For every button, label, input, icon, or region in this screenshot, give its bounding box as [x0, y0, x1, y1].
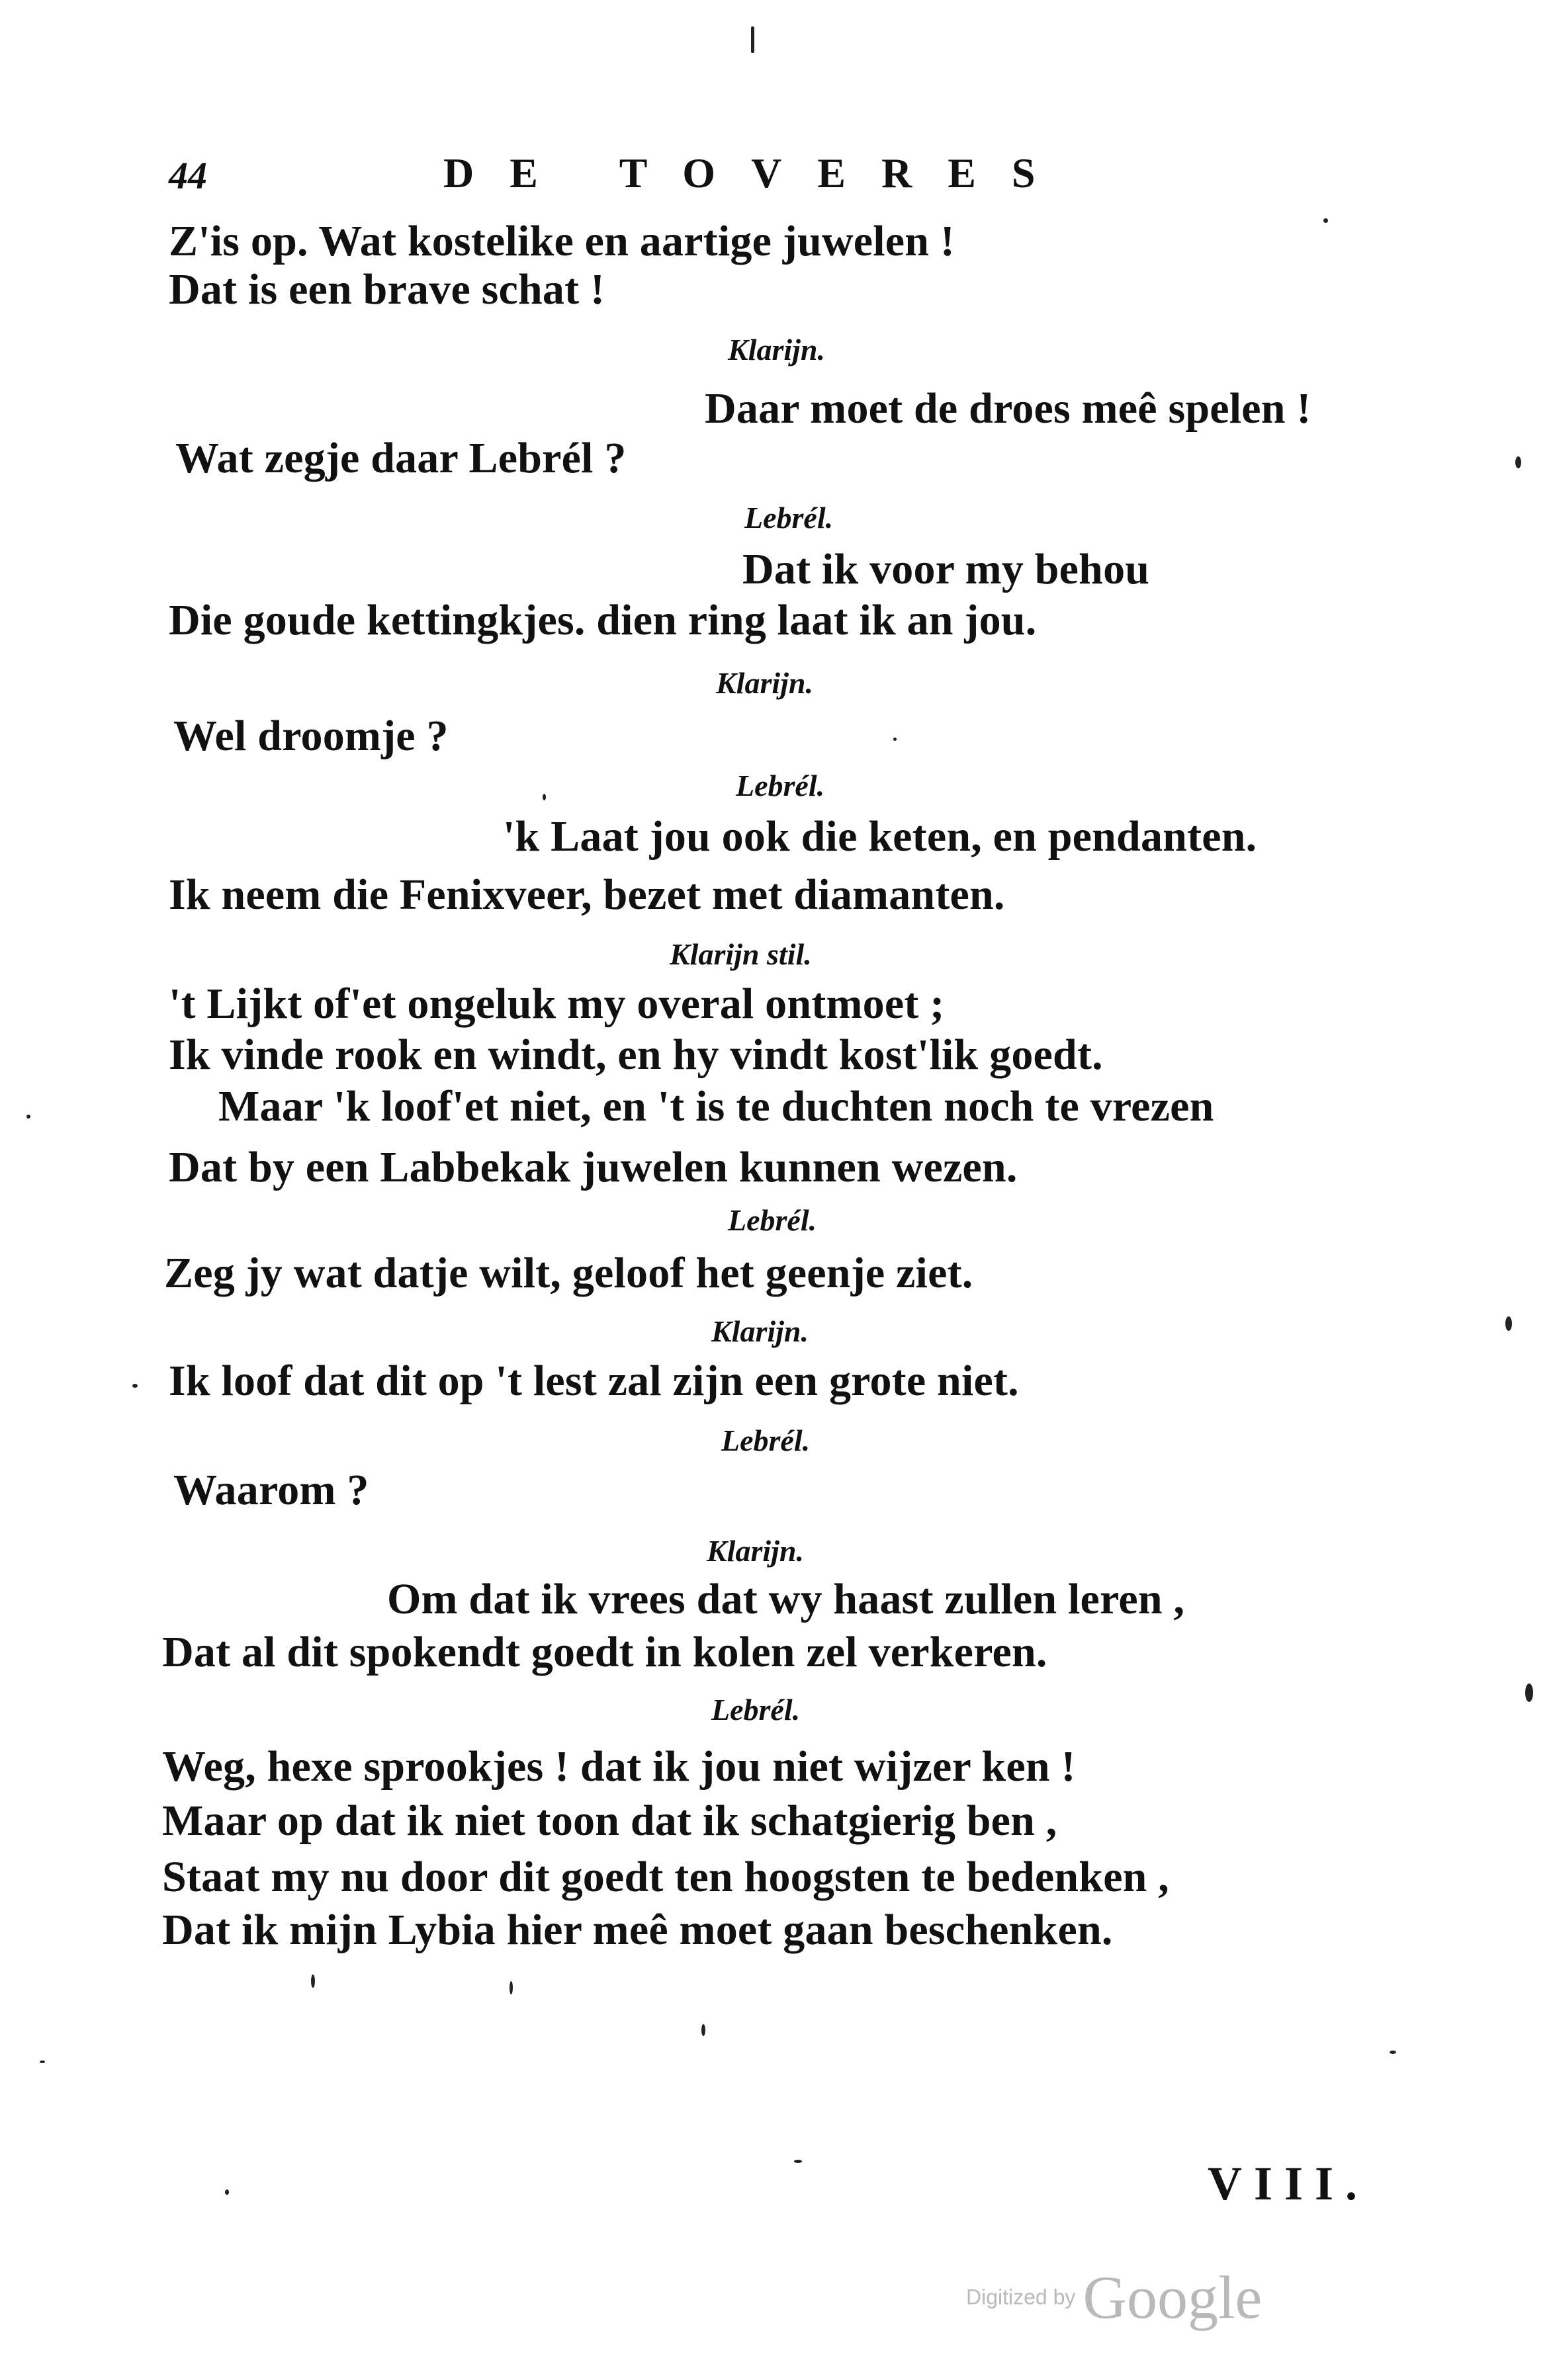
digitization-watermark [966, 2262, 1262, 2332]
scan-speck [751, 26, 754, 53]
speaker-label: Klarijn stil. [670, 937, 812, 971]
running-head: DE TOVERES [443, 149, 1071, 196]
verse-line: Daar moet de droes meê spelen ! [705, 384, 1311, 433]
speaker-label: Klarijn. [707, 1534, 805, 1568]
speaker-label: Lebrél. [736, 769, 825, 802]
verse-line: Z'is op. Wat kostelike en aartige juwelen ! [169, 217, 955, 265]
speaker-label: Lebrél. [744, 501, 834, 534]
scan-speck [1390, 2051, 1396, 2054]
speaker-label: Lebrél. [728, 1203, 817, 1237]
google-logo: Google [1083, 2264, 1263, 2331]
scan-speck [40, 2061, 45, 2063]
scan-speck [1505, 1316, 1512, 1331]
verse-line: Ik neem die Fenixveer, bezet met diamanten. [169, 871, 1005, 919]
verse-line: Weg, hexe sprookjes ! dat ik jou niet wijzer ken ! [162, 1742, 1076, 1791]
scan-speck [1323, 218, 1328, 223]
scan-speck [543, 794, 546, 800]
verse-line: Die goude kettingkjes. dien ring laat ik an jou. [169, 596, 1037, 644]
verse-line: Dat ik voor my behou [742, 545, 1150, 593]
scan-speck [701, 2024, 705, 2036]
verse-line: Dat ik mijn Lybia hier meê moet gaan beschenken. [162, 1906, 1113, 1954]
verse-line: Maar op dat ik niet toon dat ik schatgierig ben , [162, 1797, 1057, 1845]
verse-line: Staat my nu door dit goedt ten hoogsten te bedenken , [162, 1853, 1169, 1901]
speaker-label: Klarijn. [716, 666, 814, 700]
verse-line: Dat by een Labbekak juwelen kunnen wezen. [169, 1143, 1018, 1191]
scan-speck [893, 738, 897, 741]
verse-line: Dat al dit spokendt goedt in kolen zel verkeren. [162, 1628, 1047, 1676]
verse-line: Ik loof dat dit op 't lest zal zijn een grote niet. [169, 1357, 1019, 1405]
speaker-label: Klarijn. [711, 1314, 809, 1348]
scan-speck [26, 1115, 30, 1119]
scan-speck [225, 2189, 229, 2195]
verse-line: 't Lijkt of'et ongeluk my overal ontmoet ; [169, 980, 945, 1028]
scan-speck [132, 1384, 138, 1388]
verse-line: Dat is een brave schat ! [169, 265, 605, 314]
verse-line: Wel droomje ? [173, 712, 449, 760]
speaker-label: Lebrél. [711, 1693, 801, 1726]
scan-speck [311, 1975, 315, 1988]
verse-line: Ik vinde rook en windt, en hy vindt kost'lik goedt. [169, 1031, 1103, 1079]
watermark-prefix: Digitized by [966, 2285, 1076, 2309]
verse-line: 'k Laat jou ook die keten, en pendanten. [503, 812, 1257, 861]
verse-line: Zeg jy wat datje wilt, geloof het geenje ziet. [164, 1249, 973, 1297]
verse-line: Waarom ? [173, 1466, 369, 1514]
catchword: VIII. [1208, 2157, 1370, 2210]
scan-speck [1525, 1683, 1533, 1702]
verse-line: Om dat ik vrees dat wy haast zullen leren , [387, 1575, 1185, 1623]
verse-line: Wat zegje daar Lebrél ? [175, 434, 627, 482]
scan-speck [510, 1981, 513, 1994]
verse-line: Maar 'k loof'et niet, en 't is te duchten noch te vrezen [218, 1082, 1214, 1130]
scan-speck [794, 2160, 802, 2163]
speaker-label: Lebrél. [721, 1424, 811, 1457]
page-number: 44 [169, 154, 207, 197]
scan-speck [1515, 456, 1521, 468]
speaker-label: Klarijn. [728, 333, 826, 366]
